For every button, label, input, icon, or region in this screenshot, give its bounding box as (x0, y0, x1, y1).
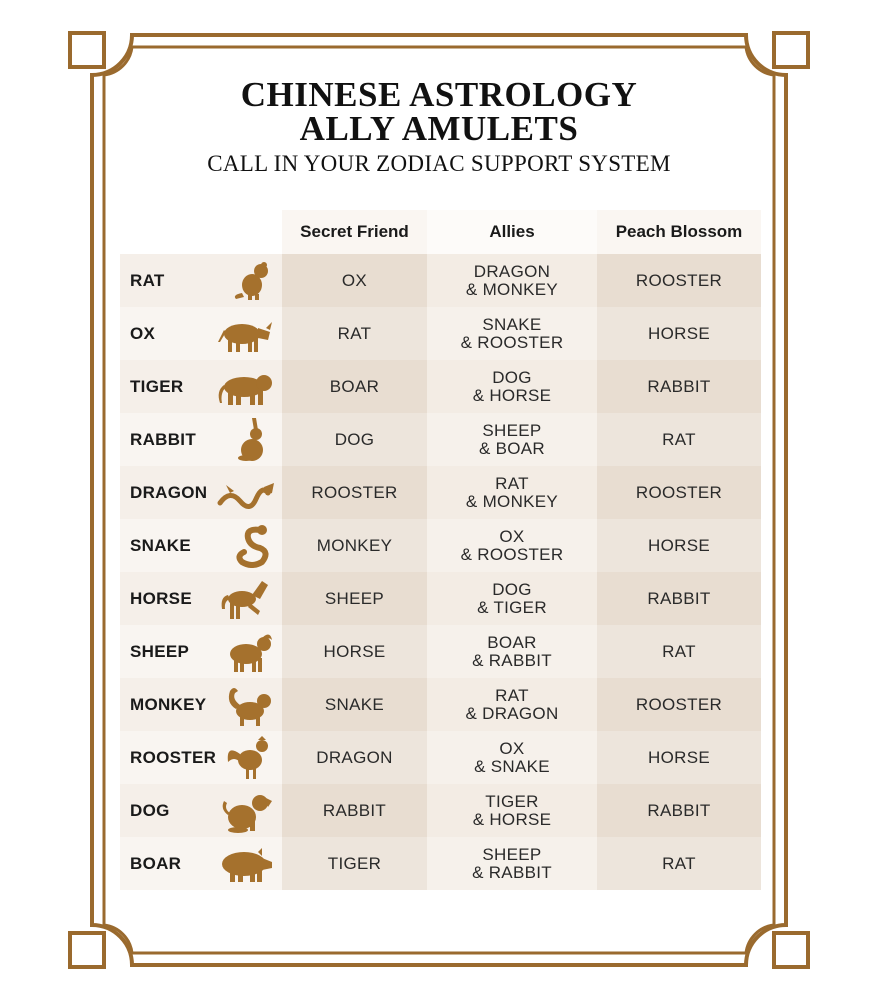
sign-name: DOG (130, 800, 170, 820)
ally-second: & TIGER (477, 597, 547, 617)
header-peach-blossom: Peach Blossom (597, 210, 761, 254)
header-empty-cell (120, 210, 282, 254)
ally-first: OX (499, 526, 525, 546)
allies-cell (427, 466, 597, 519)
peach-blossom-cell: RABBIT (597, 784, 761, 837)
sign-name: MONKEY (130, 694, 207, 714)
ally-first: SNAKE (482, 314, 542, 334)
table-row (120, 731, 761, 784)
dog-icon (216, 789, 274, 833)
sign-name: BOAR (130, 853, 182, 873)
peach-blossom-cell: HORSE (597, 519, 761, 572)
rooster-icon (216, 736, 274, 780)
allies-cell (427, 625, 597, 678)
table-row (120, 625, 761, 678)
peach-blossom-cell: ROOSTER (597, 678, 761, 731)
sign-cell (120, 678, 282, 731)
ally-second: & MONKEY (465, 491, 559, 511)
secret-friend-cell: MONKEY (282, 519, 427, 572)
table-row (120, 466, 761, 519)
ally-second: & SNAKE (474, 756, 550, 776)
secret-friend-cell: OX (282, 254, 427, 307)
secret-friend-cell: DOG (282, 413, 427, 466)
secret-friend-cell: HORSE (282, 625, 427, 678)
peach-blossom-cell: ROOSTER (597, 254, 761, 307)
allies-cell (427, 307, 597, 360)
tiger-icon (216, 365, 274, 409)
sign-name: HORSE (130, 588, 192, 608)
table-row (120, 678, 761, 731)
sign-cell (120, 784, 282, 837)
monkey-icon (216, 683, 274, 727)
sign-cell (120, 731, 282, 784)
peach-blossom-cell: RABBIT (597, 360, 761, 413)
ally-first: TIGER (485, 791, 539, 811)
sheep-icon (216, 630, 274, 674)
snake-icon (216, 524, 274, 568)
peach-blossom-cell: RAT (597, 837, 761, 890)
allies-cell (427, 678, 597, 731)
secret-friend-cell: RAT (282, 307, 427, 360)
ally-second: & HORSE (472, 809, 552, 829)
ally-second: & MONKEY (465, 279, 559, 299)
sign-name: OX (130, 323, 156, 343)
peach-blossom-cell: RAT (597, 625, 761, 678)
sign-cell (120, 360, 282, 413)
rabbit-icon (216, 418, 274, 462)
ally-first: DOG (492, 367, 532, 387)
ally-first: RAT (495, 473, 529, 493)
sign-name: RAT (130, 270, 165, 290)
secret-friend-cell: DRAGON (282, 731, 427, 784)
sign-cell (120, 307, 282, 360)
sign-cell (120, 837, 282, 890)
sign-cell (120, 625, 282, 678)
secret-friend-cell: SHEEP (282, 572, 427, 625)
allies-cell (427, 254, 597, 307)
zodiac-ally-table (120, 210, 761, 890)
ally-first: RAT (495, 685, 529, 705)
table-row (120, 837, 761, 890)
ally-first: SHEEP (482, 420, 542, 440)
header-secret-friend: Secret Friend (282, 210, 427, 254)
ally-second: & RABBIT (472, 862, 552, 882)
sign-name: SHEEP (130, 641, 190, 661)
secret-friend-cell: SNAKE (282, 678, 427, 731)
header-allies: Allies (427, 210, 597, 254)
ally-second: & DRAGON (465, 703, 559, 723)
peach-blossom-cell: HORSE (597, 307, 761, 360)
sign-cell (120, 572, 282, 625)
dragon-icon (216, 471, 274, 515)
secret-friend-cell: ROOSTER (282, 466, 427, 519)
horse-icon (216, 577, 274, 621)
ally-second: & HORSE (472, 385, 552, 405)
header (0, 75, 878, 178)
sign-name: SNAKE (130, 535, 192, 555)
table-row (120, 519, 761, 572)
ally-first: DRAGON (473, 261, 551, 281)
ally-second: & BOAR (478, 438, 546, 458)
sign-name: ROOSTER (130, 747, 217, 767)
table-row (120, 784, 761, 837)
allies-cell (427, 731, 597, 784)
sign-name: DRAGON (130, 482, 208, 502)
sign-cell (120, 254, 282, 307)
ally-second: & ROOSTER (460, 544, 564, 564)
sign-name: RABBIT (130, 429, 197, 449)
table-row (120, 307, 761, 360)
secret-friend-cell: BOAR (282, 360, 427, 413)
rat-icon (216, 259, 274, 303)
peach-blossom-cell: RABBIT (597, 572, 761, 625)
ally-second: & ROOSTER (460, 332, 564, 352)
page-subtitle: CALL IN YOUR ZODIAC SUPPORT SYSTEM (207, 151, 671, 176)
table-row (120, 360, 761, 413)
table-header-row (120, 210, 761, 254)
sign-cell (120, 466, 282, 519)
allies-cell (427, 413, 597, 466)
allies-cell (427, 360, 597, 413)
sign-cell (120, 413, 282, 466)
ally-second: & RABBIT (472, 650, 552, 670)
secret-friend-cell: RABBIT (282, 784, 427, 837)
table-row (120, 254, 761, 307)
table-body (120, 254, 761, 890)
ox-icon (216, 312, 274, 356)
sign-name: TIGER (130, 376, 184, 396)
boar-icon (216, 842, 274, 886)
allies-cell (427, 837, 597, 890)
sign-cell (120, 519, 282, 572)
peach-blossom-cell: RAT (597, 413, 761, 466)
table-row (120, 413, 761, 466)
table-row (120, 572, 761, 625)
peach-blossom-cell: HORSE (597, 731, 761, 784)
allies-cell (427, 572, 597, 625)
page-title-line2: ALLY AMULETS (299, 109, 579, 148)
ally-first: BOAR (487, 632, 537, 652)
peach-blossom-cell: ROOSTER (597, 466, 761, 519)
ally-first: OX (499, 738, 525, 758)
allies-cell (427, 519, 597, 572)
ally-first: DOG (492, 579, 532, 599)
secret-friend-cell: TIGER (282, 837, 427, 890)
allies-cell (427, 784, 597, 837)
ally-first: SHEEP (482, 844, 542, 864)
page-title-line1: CHINESE ASTROLOGY (240, 75, 638, 114)
